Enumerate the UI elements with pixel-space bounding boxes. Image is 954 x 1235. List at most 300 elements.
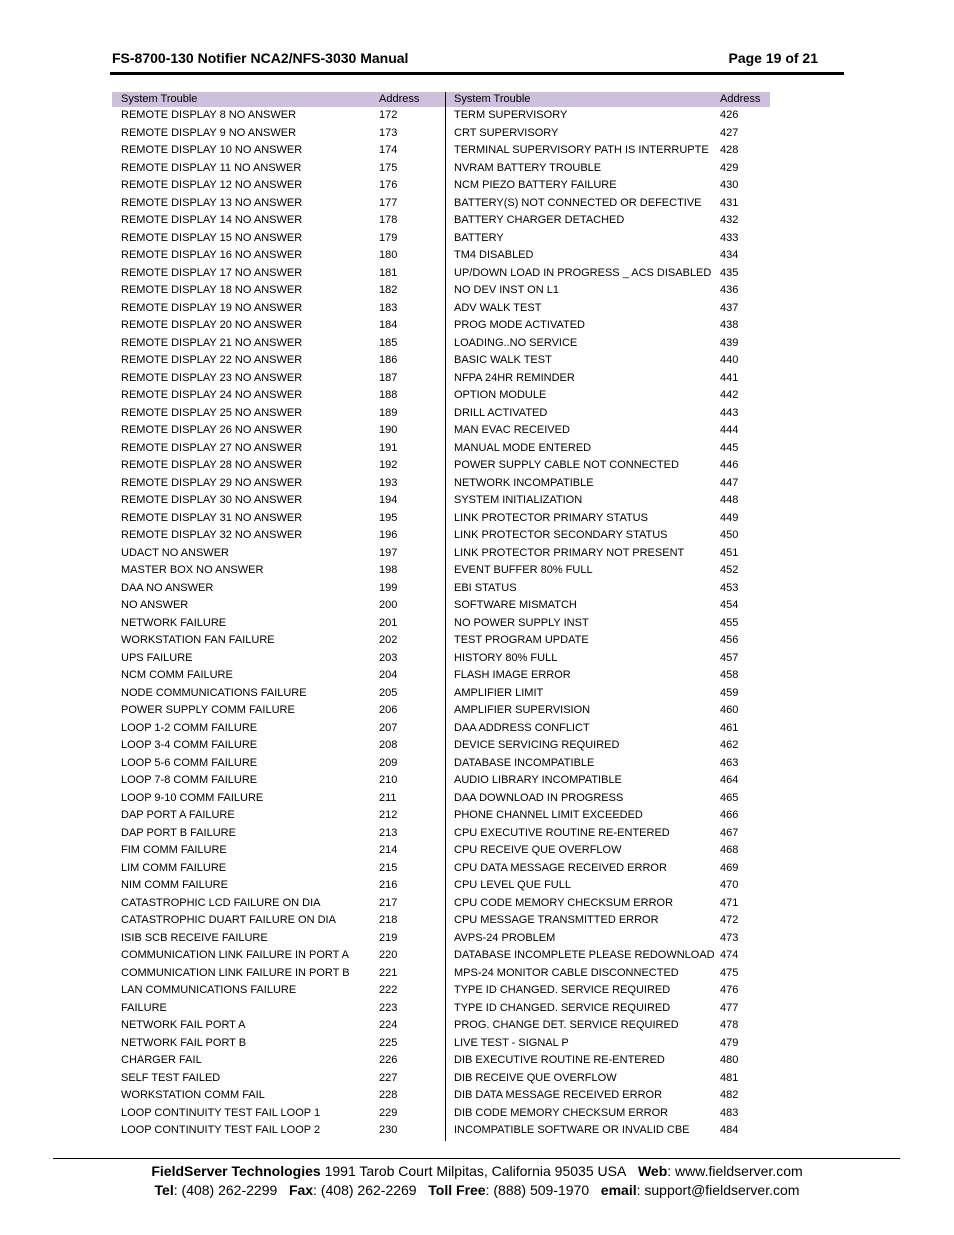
trouble-description: WORKSTATION COMM FAIL <box>121 1089 265 1101</box>
trouble-description: EVENT BUFFER 80% FULL <box>454 564 593 576</box>
trouble-description: REMOTE DISPLAY 32 NO ANSWER <box>121 529 303 541</box>
trouble-address: 195 <box>379 511 398 524</box>
trouble-description: REMOTE DISPLAY 17 NO ANSWER <box>121 266 303 279</box>
trouble-address: 444 <box>720 424 739 436</box>
trouble-description: NVRAM BATTERY TROUBLE <box>454 161 602 174</box>
trouble-description: REMOTE DISPLAY 25 NO ANSWER <box>121 406 303 419</box>
trouble-description: DIB EXECUTIVE ROUTINE RE-ENTERED <box>454 1054 665 1066</box>
table-row <box>112 702 446 720</box>
table-row <box>112 720 446 738</box>
table-row <box>446 317 770 335</box>
trouble-description: CATASTROPHIC DUART FAILURE ON DIA <box>121 914 336 926</box>
trouble-description: DAA DOWNLOAD IN PROGRESS <box>454 791 624 804</box>
table-row <box>446 125 770 143</box>
trouble-description: LOADING..NO SERVICE <box>454 336 578 349</box>
table-row <box>112 650 446 668</box>
trouble-address: 189 <box>379 406 398 419</box>
trouble-description: LAN COMMUNICATIONS FAILURE <box>121 984 297 996</box>
trouble-description: REMOTE DISPLAY 31 NO ANSWER <box>121 511 303 524</box>
table-row <box>446 667 770 685</box>
table-row <box>446 895 770 913</box>
trouble-address: 226 <box>379 1054 398 1066</box>
trouble-address: 474 <box>720 949 739 961</box>
trouble-address: 176 <box>379 179 398 191</box>
trouble-address: 453 <box>720 581 739 594</box>
trouble-description: UP/DOWN LOAD IN PROGRESS _ ACS DISABLED <box>454 266 712 279</box>
trouble-address: 230 <box>379 1124 398 1136</box>
table-row <box>112 737 446 755</box>
table-row <box>112 597 446 615</box>
trouble-description: TM4 DISABLED <box>454 249 534 261</box>
trouble-description: INCOMPATIBLE SOFTWARE OR INVALID CBE <box>454 1124 690 1136</box>
trouble-description: NETWORK FAIL PORT B <box>121 1036 247 1049</box>
table-row <box>446 142 770 160</box>
trouble-address: 203 <box>379 651 398 664</box>
trouble-address: 224 <box>379 1019 398 1031</box>
trouble-description: TYPE ID CHANGED. SERVICE REQUIRED <box>454 1001 671 1014</box>
trouble-description: LOOP 1-2 COMM FAILURE <box>121 721 258 734</box>
table-row <box>446 405 770 423</box>
trouble-description: MASTER BOX NO ANSWER <box>121 564 264 576</box>
table-row <box>112 982 446 1000</box>
trouble-description: CRT SUPERVISORY <box>454 126 559 139</box>
table-row <box>446 492 770 510</box>
trouble-description: FAILURE <box>121 1001 167 1014</box>
column-header-address: Address <box>379 93 420 105</box>
table-row <box>112 510 446 528</box>
table-row <box>112 772 446 790</box>
trouble-description: ISIB SCB RECEIVE FAILURE <box>121 931 268 944</box>
trouble-description: MAN EVAC RECEIVED <box>454 424 570 436</box>
trouble-description: REMOTE DISPLAY 9 NO ANSWER <box>121 126 297 139</box>
trouble-address: 448 <box>720 494 739 506</box>
trouble-address: 180 <box>379 249 398 261</box>
trouble-description: NO POWER SUPPLY INST <box>454 616 589 629</box>
trouble-address: 197 <box>379 546 398 559</box>
trouble-address: 196 <box>379 529 398 541</box>
table-row <box>446 107 770 125</box>
trouble-address: 433 <box>720 231 739 244</box>
footer-address: 1991 Tarob Court Milpitas, California 95035 USA <box>320 1163 627 1179</box>
trouble-address: 186 <box>379 354 398 366</box>
table-row <box>112 1017 446 1035</box>
trouble-address: 181 <box>379 266 398 279</box>
trouble-description: NETWORK INCOMPATIBLE <box>454 476 594 489</box>
table-row <box>446 1017 770 1035</box>
table-row <box>112 947 446 965</box>
trouble-address: 445 <box>720 441 739 454</box>
trouble-address: 214 <box>379 844 398 856</box>
column-header-system-trouble: System Trouble <box>121 93 198 105</box>
trouble-description: NETWORK FAILURE <box>121 616 227 629</box>
footer-tollfree-label: Toll Free <box>428 1182 486 1198</box>
footer-tel: : (408) 262-2299 <box>173 1182 278 1198</box>
footer-fax: : (408) 262-2269 <box>313 1182 417 1198</box>
table-row <box>112 107 446 125</box>
trouble-description: DAA NO ANSWER <box>121 581 214 594</box>
column-header-address: Address <box>720 93 761 105</box>
trouble-address: 482 <box>720 1089 739 1101</box>
table-row <box>112 877 446 895</box>
trouble-description: REMOTE DISPLAY 19 NO ANSWER <box>121 301 303 314</box>
table-row <box>446 1087 770 1105</box>
table-row <box>446 195 770 213</box>
table-row <box>446 335 770 353</box>
trouble-address: 174 <box>379 144 398 156</box>
table-row <box>446 807 770 825</box>
trouble-address: 460 <box>720 704 739 716</box>
trouble-description: COMMUNICATION LINK FAILURE IN PORT B <box>121 966 350 979</box>
trouble-address: 432 <box>720 214 739 226</box>
table-row <box>112 247 446 265</box>
trouble-address: 208 <box>379 739 398 751</box>
trouble-description: CPU CODE MEMORY CHECKSUM ERROR <box>454 896 674 909</box>
trouble-address: 436 <box>720 284 739 296</box>
table-row <box>446 842 770 860</box>
trouble-address: 191 <box>379 441 398 454</box>
trouble-description: LIM COMM FAILURE <box>121 861 227 874</box>
trouble-description: DAP PORT A FAILURE <box>121 809 235 821</box>
table-row <box>112 387 446 405</box>
trouble-description: NO ANSWER <box>121 599 189 611</box>
trouble-description: CHARGER FAIL <box>121 1054 202 1066</box>
trouble-address: 177 <box>379 196 398 209</box>
trouble-description: REMOTE DISPLAY 26 NO ANSWER <box>121 424 303 436</box>
trouble-description: AMPLIFIER SUPERVISION <box>454 704 591 716</box>
trouble-address: 456 <box>720 634 739 646</box>
trouble-address: 480 <box>720 1054 739 1066</box>
trouble-description: PHONE CHANNEL LIMIT EXCEEDED <box>454 809 643 821</box>
trouble-address: 187 <box>379 371 398 384</box>
table-row <box>112 965 446 983</box>
table-row <box>446 685 770 703</box>
trouble-address: 440 <box>720 354 739 366</box>
trouble-description: REMOTE DISPLAY 24 NO ANSWER <box>121 389 303 401</box>
trouble-address: 459 <box>720 686 739 699</box>
footer-email-label: email <box>600 1182 637 1198</box>
trouble-description: REMOTE DISPLAY 28 NO ANSWER <box>121 459 303 471</box>
trouble-address: 434 <box>720 249 739 261</box>
table-row <box>446 982 770 1000</box>
table-row <box>446 265 770 283</box>
table-row <box>446 580 770 598</box>
table-row <box>112 667 446 685</box>
trouble-description: AVPS-24 PROBLEM <box>454 931 556 944</box>
table-row <box>112 492 446 510</box>
table-body <box>446 107 770 1140</box>
trouble-description: LOOP CONTINUITY TEST FAIL LOOP 1 <box>121 1106 321 1119</box>
trouble-description: SELF TEST FAILED <box>121 1071 221 1084</box>
table-row <box>112 755 446 773</box>
trouble-description: UDACT NO ANSWER <box>121 546 229 559</box>
trouble-address: 188 <box>379 389 398 401</box>
trouble-description: DRILL ACTIVATED <box>454 406 548 419</box>
trouble-address: 178 <box>379 214 398 226</box>
table-row <box>446 387 770 405</box>
table-row <box>112 1000 446 1018</box>
trouble-description: SYSTEM INITIALIZATION <box>454 494 583 506</box>
trouble-address: 206 <box>379 704 398 716</box>
trouble-address: 439 <box>720 336 739 349</box>
table-row <box>112 790 446 808</box>
trouble-description: FLASH IMAGE ERROR <box>454 669 571 681</box>
table-row <box>446 597 770 615</box>
table-row <box>112 860 446 878</box>
table-header-row <box>446 92 770 107</box>
trouble-address: 198 <box>379 564 398 576</box>
table-row <box>446 370 770 388</box>
trouble-description: COMMUNICATION LINK FAILURE IN PORT A <box>121 949 349 961</box>
trouble-description: FIM COMM FAILURE <box>121 844 227 856</box>
trouble-address: 481 <box>720 1071 739 1084</box>
trouble-description: BATTERY CHARGER DETACHED <box>454 214 625 226</box>
trouble-address: 216 <box>379 879 398 891</box>
trouble-address: 175 <box>379 161 398 174</box>
trouble-address: 223 <box>379 1001 398 1014</box>
table-row <box>112 1105 446 1123</box>
table-row <box>446 177 770 195</box>
trouble-address: 450 <box>720 529 739 541</box>
trouble-description: NIM COMM FAILURE <box>121 879 228 891</box>
trouble-address: 211 <box>379 791 397 804</box>
trouble-address: 465 <box>720 791 739 804</box>
trouble-address: 173 <box>379 126 398 139</box>
table-row <box>112 160 446 178</box>
trouble-address: 190 <box>379 424 398 436</box>
table-row <box>112 895 446 913</box>
trouble-description: ADV WALK TEST <box>454 301 542 314</box>
trouble-address: 209 <box>379 756 398 769</box>
trouble-address: 184 <box>379 319 398 331</box>
trouble-description: SOFTWARE MISMATCH <box>454 599 577 611</box>
table-row <box>446 650 770 668</box>
table-row <box>446 702 770 720</box>
table-row <box>446 247 770 265</box>
trouble-description: LOOP 9-10 COMM FAILURE <box>121 791 264 804</box>
trouble-description: TEST PROGRAM UPDATE <box>454 634 589 646</box>
table-row <box>112 615 446 633</box>
table-row <box>446 755 770 773</box>
trouble-description: REMOTE DISPLAY 20 NO ANSWER <box>121 319 303 331</box>
table-row <box>112 930 446 948</box>
trouble-description: PROG MODE ACTIVATED <box>454 319 585 331</box>
table-row <box>446 300 770 318</box>
trouble-description: LOOP CONTINUITY TEST FAIL LOOP 2 <box>121 1124 321 1136</box>
trouble-address: 437 <box>720 301 739 314</box>
trouble-address: 200 <box>379 599 398 611</box>
trouble-address: 473 <box>720 931 739 944</box>
trouble-address: 179 <box>379 231 398 244</box>
trouble-description: LOOP 7-8 COMM FAILURE <box>121 774 258 786</box>
trouble-description: LINK PROTECTOR PRIMARY NOT PRESENT <box>454 546 685 559</box>
trouble-address: 182 <box>379 284 398 296</box>
trouble-address: 471 <box>720 896 739 909</box>
trouble-description: HISTORY 80% FULL <box>454 651 558 664</box>
table-row <box>446 212 770 230</box>
trouble-description: DEVICE SERVICING REQUIRED <box>454 739 620 751</box>
table-row <box>446 422 770 440</box>
trouble-description: TERMINAL SUPERVISORY PATH IS INTERRUPTE <box>454 144 709 156</box>
trouble-address: 193 <box>379 476 398 489</box>
page-header <box>112 50 818 70</box>
document-title: FS-8700-130 Notifier NCA2/NFS-3030 Manual <box>112 50 409 66</box>
trouble-address: 427 <box>720 126 739 139</box>
trouble-address: 452 <box>720 564 739 576</box>
trouble-address: 475 <box>720 966 739 979</box>
trouble-address: 204 <box>379 669 398 681</box>
trouble-description: DIB RECEIVE QUE OVERFLOW <box>454 1071 617 1084</box>
trouble-address: 194 <box>379 494 398 506</box>
trouble-address: 217 <box>379 896 398 909</box>
table-row <box>446 1000 770 1018</box>
right-trouble-table <box>446 92 770 1140</box>
trouble-address: 451 <box>720 546 739 559</box>
trouble-address: 447 <box>720 476 739 489</box>
table-row <box>112 545 446 563</box>
table-row <box>112 842 446 860</box>
trouble-address: 462 <box>720 739 739 751</box>
trouble-description: REMOTE DISPLAY 15 NO ANSWER <box>121 231 303 244</box>
trouble-address: 172 <box>379 109 398 121</box>
trouble-address: 477 <box>720 1001 739 1014</box>
trouble-address: 202 <box>379 634 398 646</box>
table-row <box>446 615 770 633</box>
table-row <box>446 912 770 930</box>
footer-web-link[interactable]: : www.fieldserver.com <box>667 1163 803 1179</box>
table-row <box>112 282 446 300</box>
trouble-description: CATASTROPHIC LCD FAILURE ON DIA <box>121 896 321 909</box>
trouble-address: 468 <box>720 844 739 856</box>
trouble-address: 455 <box>720 616 739 629</box>
trouble-address: 207 <box>379 721 398 734</box>
page-number: Page 19 of 21 <box>728 50 818 66</box>
trouble-address: 446 <box>720 459 739 471</box>
trouble-address: 458 <box>720 669 739 681</box>
table-row <box>112 457 446 475</box>
table-row <box>446 352 770 370</box>
table-row <box>446 160 770 178</box>
trouble-description: UPS FAILURE <box>121 651 193 664</box>
trouble-address: 431 <box>720 196 739 209</box>
table-row <box>112 527 446 545</box>
table-row <box>446 720 770 738</box>
trouble-description: TYPE ID CHANGED. SERVICE REQUIRED <box>454 984 671 996</box>
trouble-description: DIB CODE MEMORY CHECKSUM ERROR <box>454 1106 669 1119</box>
trouble-description: REMOTE DISPLAY 21 NO ANSWER <box>121 336 303 349</box>
trouble-address: 442 <box>720 389 739 401</box>
trouble-address: 429 <box>720 161 739 174</box>
trouble-address: 476 <box>720 984 739 996</box>
trouble-description: LIVE TEST - SIGNAL P <box>454 1036 569 1049</box>
trouble-address: 438 <box>720 319 739 331</box>
trouble-description: DATABASE INCOMPLETE PLEASE REDOWNLOAD <box>454 949 715 961</box>
trouble-description: REMOTE DISPLAY 13 NO ANSWER <box>121 196 303 209</box>
trouble-description: AMPLIFIER LIMIT <box>454 686 544 699</box>
trouble-address: 185 <box>379 336 398 349</box>
table-header-row <box>112 92 446 107</box>
trouble-address: 470 <box>720 879 739 891</box>
table-row <box>446 737 770 755</box>
table-row <box>446 527 770 545</box>
trouble-address: 466 <box>720 809 739 821</box>
table-row <box>112 212 446 230</box>
table-row <box>112 265 446 283</box>
table-row <box>446 1105 770 1123</box>
trouble-address: 454 <box>720 599 739 611</box>
footer-tollfree: : (888) 509-1970 <box>485 1182 590 1198</box>
trouble-description: NO DEV INST ON L1 <box>454 284 559 296</box>
table-row <box>446 1070 770 1088</box>
trouble-address: 199 <box>379 581 398 594</box>
trouble-address: 428 <box>720 144 739 156</box>
left-trouble-table <box>112 92 446 1140</box>
table-row <box>112 632 446 650</box>
trouble-description: POWER SUPPLY CABLE NOT CONNECTED <box>454 459 679 471</box>
table-row <box>112 125 446 143</box>
footer-line-2 <box>0 1182 954 1198</box>
footer-company: FieldServer Technologies <box>151 1163 321 1179</box>
trouble-address: 210 <box>379 774 398 786</box>
table-row <box>446 772 770 790</box>
trouble-address: 463 <box>720 756 739 769</box>
trouble-address: 221 <box>379 966 398 979</box>
trouble-description: WORKSTATION FAN FAILURE <box>121 634 275 646</box>
trouble-description: REMOTE DISPLAY 29 NO ANSWER <box>121 476 303 489</box>
trouble-address: 441 <box>720 371 739 384</box>
table-row <box>112 912 446 930</box>
trouble-description: REMOTE DISPLAY 8 NO ANSWER <box>121 109 297 121</box>
trouble-address: 435 <box>720 266 739 279</box>
trouble-address: 479 <box>720 1036 739 1049</box>
footer-rule <box>53 1158 900 1159</box>
trouble-address: 464 <box>720 774 739 786</box>
trouble-description: LOOP 5-6 COMM FAILURE <box>121 756 258 769</box>
footer-web-label: Web <box>637 1163 668 1179</box>
table-row <box>112 335 446 353</box>
trouble-description: TERM SUPERVISORY <box>454 109 568 121</box>
table-row <box>446 440 770 458</box>
trouble-description: CPU DATA MESSAGE RECEIVED ERROR <box>454 861 667 874</box>
trouble-address: 478 <box>720 1019 739 1031</box>
table-row <box>446 930 770 948</box>
trouble-description: CPU LEVEL QUE FULL <box>454 879 571 891</box>
table-row <box>112 177 446 195</box>
trouble-address: 426 <box>720 109 739 121</box>
table-row <box>446 1035 770 1053</box>
table-row <box>112 142 446 160</box>
trouble-description: REMOTE DISPLAY 10 NO ANSWER <box>121 144 303 156</box>
trouble-address: 205 <box>379 686 398 699</box>
footer-email-link[interactable]: : support@fieldserver.com <box>636 1182 800 1198</box>
table-row <box>112 685 446 703</box>
table-row <box>112 1087 446 1105</box>
trouble-description: REMOTE DISPLAY 30 NO ANSWER <box>121 494 303 506</box>
trouble-address: 443 <box>720 406 739 419</box>
trouble-description: REMOTE DISPLAY 27 NO ANSWER <box>121 441 303 454</box>
table-row <box>112 195 446 213</box>
table-row <box>112 475 446 493</box>
trouble-description: AUDIO LIBRARY INCOMPATIBLE <box>454 774 622 786</box>
trouble-address: 218 <box>379 914 398 926</box>
trouble-description: NODE COMMUNICATIONS FAILURE <box>121 686 307 699</box>
table-row <box>112 562 446 580</box>
column-header-system-trouble: System Trouble <box>454 93 531 105</box>
footer-tel-label: Tel <box>154 1182 174 1198</box>
trouble-address: 430 <box>720 179 739 191</box>
table-row <box>112 1070 446 1088</box>
trouble-description: OPTION MODULE <box>454 389 547 401</box>
table-row <box>446 632 770 650</box>
